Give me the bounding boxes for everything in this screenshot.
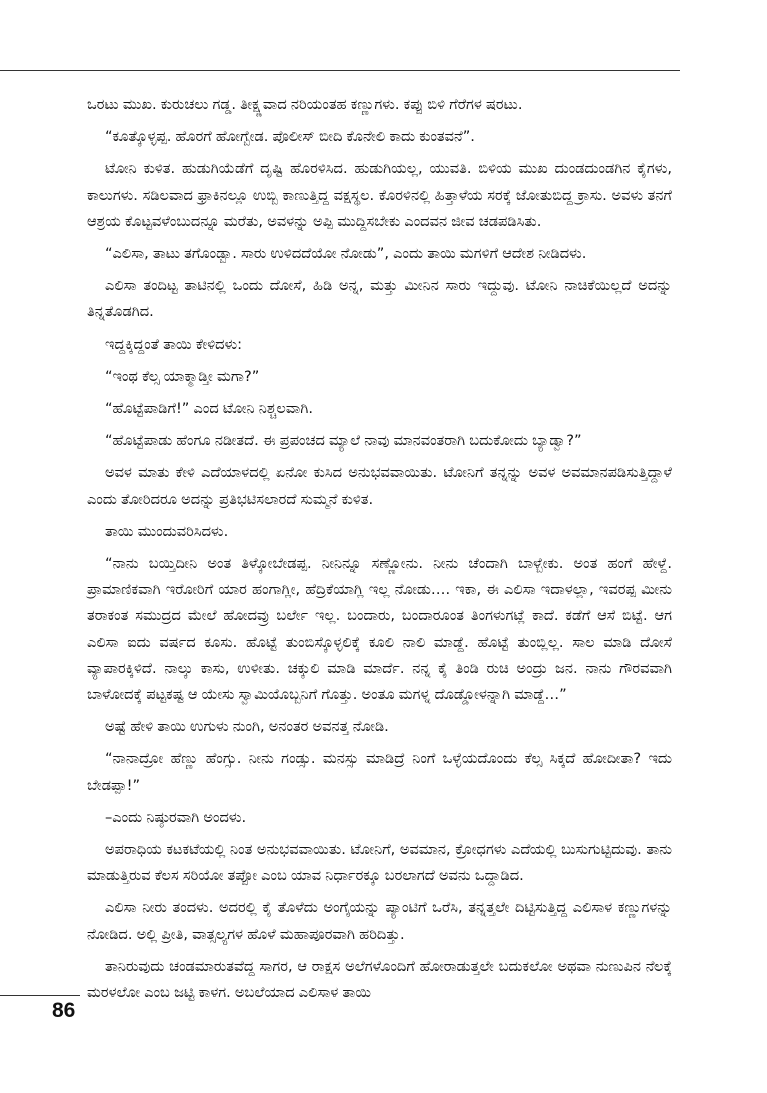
paragraph: ಇದ್ದಕ್ಕಿದ್ದಂತೆ ತಾಯಿ ಕೇಳಿದಳು: bbox=[105, 335, 243, 353]
paragraph: –ಎಂದು ನಿಷ್ಠುರವಾಗಿ ಅಂದಳು. bbox=[105, 808, 247, 826]
page-body-text bbox=[87, 92, 672, 1012]
paragraph: “ಇಂಥ ಕೆಲ್ಸ ಯಾಕ್ಮಾಡ್ತೀ ಮಗಾ?” bbox=[105, 367, 260, 385]
paragraph: ತಾಯಿ ಮುಂದುವರಿಸಿದಳು. bbox=[105, 522, 229, 540]
paragraph: “ಹೊಟ್ಟೆಪಾಡಿಗೆ!” ಎಂದ ಟೋನಿ ನಿಶ್ಚಲವಾಗಿ. bbox=[105, 400, 313, 418]
paragraph: “ಹೊಟ್ಟೆಪಾಡು ಹೆಂಗೂ ನಡೀತದೆ. ಈ ಪ್ರಪಂಚದ ಮ್ಯಾಲೆ ನಾವು ಮಾನವಂತರಾಗಿ ಬದುಕೋದು ಬ್ಯಾಡ್ವಾ?” bbox=[105, 432, 582, 450]
paragraph: ಅಷ್ಟೆ ಹೇಳಿ ತಾಯಿ ಉಗುಳು ನುಂಗಿ, ಅನಂತರ ಅವನತ್ತ ನೋಡಿ. bbox=[105, 718, 389, 736]
paragraph: ಎಲಿಸಾ ತಂದಿಟ್ಟ ತಾಟಿನಲ್ಲಿ ಒಂದು ದೋಸೆ, ಹಿಡಿ ಅನ್ನ, ಮತ್ತು ಮೀನಿನ ಸಾರು ಇದ್ದುವು. ಟೋನಿ ನಾಚಿಕೆಯಿಲ್ಲದೆ ಅದನ್ನು ತಿನ್ನತೊಡಗಿದ. bbox=[87, 277, 672, 321]
paragraph: ಅಪರಾಧಿಯ ಕಟಕಟೆಯಲ್ಲಿ ನಿಂತ ಅನುಭವವಾಯಿತು. ಟೋನಿಗೆ, ಅವಮಾನ, ಕ್ರೋಧಗಳು ಎದೆಯಲ್ಲಿ ಬುಸುಗುಟ್ಟಿದುವು. ತಾನು ಮಾಡುತ್ತಿರುವ ಕೆಲಸ ಸರಿಯೋ ತಪ್ಪೋ ಎಂಬ ಯಾವ ನಿರ್ಧಾರಕ್ಕೂ ಬರಲಾಗದೆ ಅವನು ಒದ್ದಾಡಿದ. bbox=[87, 841, 672, 885]
paragraph: “ಕೂತ್ಕೊಳ್ಳಪ್ಪ. ಹೊರಗೆ ಹೋಗ್ಬೇಡ. ಪೊಲೀಸ್ ಬೀದಿ ಕೊನೇಲಿ ಕಾದು ಕುಂತವನೆ”. bbox=[105, 128, 475, 146]
paragraph: ಎಲಿಸಾ ನೀರು ತಂದಳು. ಅದರಲ್ಲಿ ಕೈ ತೊಳೆದು ಅಂಗೈಯನ್ನು ಪ್ಯಾಂಟಿಗೆ ಒರೆಸಿ, ತನ್ನತ್ತಲೇ ದಿಟ್ಟಿಸುತ್ತಿದ್ದ ಎಲಿಸಾಳ ಕಣ್ಣುಗಳನ್ನು ನೋಡಿದ. ಅಲ್ಲಿ ಪ್ರೀತಿ, ವಾತ್ಸಲ್ಯಗಳ ಹೊಳೆ ಮಹಾಪೂರವಾಗಿ ಹರಿದಿತ್ತು. bbox=[87, 899, 672, 943]
paragraph: ಒರಟು ಮುಖ. ಕುರುಚಲು ಗಡ್ಡ. ತೀಕ್ಷ್ಣವಾದ ನರಿಯಂತಹ ಕಣ್ಣುಗಳು. ಕಪ್ಪು ಬಿಳಿ ಗೆರೆಗಳ ಷರಟು. bbox=[87, 96, 523, 113]
page-number: 86 bbox=[52, 999, 76, 1022]
page-number-rule bbox=[0, 995, 80, 996]
paragraph: ಅವಳ ಮಾತು ಕೇಳಿ ಎದೆಯಾಳದಲ್ಲಿ ಏನೋ ಕುಸಿದ ಅನುಭವವಾಯಿತು. ಟೋನಿಗೆ ತನ್ನನ್ನು ಅವಳ ಅವಮಾನಪಡಿಸುತ್ತಿದ್ದಾಳೆ ಎಂದು ತೋರಿದರೂ ಅದನ್ನು ಪ್ರತಿಭಟಿಸಲಾರದೆ ಸುಮ್ಮನೆ ಕುಳಿತ. bbox=[87, 464, 672, 508]
paragraph: ಟೋನಿ ಕುಳಿತ. ಹುಡುಗಿಯೆಡೆಗೆ ದೃಷ್ಟಿ ಹೊರಳಿಸಿದ. ಹುಡುಗಿಯಲ್ಲ, ಯುವತಿ. ಬಿಳಿಯ ಮುಖ ದುಂಡದುಂಡಗಿನ ಕೈಗಳು, ಕಾಲುಗಳು. ಸಡಿಲವಾದ ಫ್ರಾಕಿನಲ್ಲೂ ಉಬ್ಬಿ ಕಾಣುತ್ತಿದ್ದ ವಕ್ಷಸ್ಥಲ. ಕೊರಳಿನಲ್ಲಿ ಹಿತ್ತಾಳೆಯ ಸರಕ್ಕೆ ಜೋತುಬಿದ್ದ ಕ್ರಾಸು. ಅವಳು ತನಗೆ ಆಶ್ರಯ ಕೊಟ್ಟವಳೆಂಬುದನ್ನೂ ಮರೆತು, ಅವಳನ್ನು ಅಪ್ಪಿ ಮುದ್ದಿಸಬೇಕು ಎಂದವನ ಜೀವ ಚಡಪಡಿಸಿತು. bbox=[87, 160, 672, 230]
paragraph: ತಾನಿರುವುದು ಚಂಡಮಾರುತವೆದ್ದ ಸಾಗರ, ಆ ರಾಕ್ಷಸ ಅಲೆಗಳೊಂದಿಗೆ ಹೋರಾಡುತ್ತಲೇ ಬದುಕಲೋ ಅಥವಾ ನುಣುಪಿನ ನೆಲಕ್ಕೆ ಮರಳಲೋ ಎಂಬ ಜಟ್ಟಿ ಕಾಳಗ. ಅಬಲೆಯಾದ ಎಲಿಸಾಳ ತಾಯಿ bbox=[87, 957, 672, 1002]
paragraph: “ಎಲಿಸಾ, ತಾಟು ತಗೊಂಡ್ಬಾ. ಸಾರು ಉಳಿದದೆಯೋ ನೋಡು”, ಎಂದು ತಾಯಿ ಮಗಳಿಗೆ ಆದೇಶ ನೀಡಿದಳು. bbox=[105, 245, 587, 263]
paragraph: “ನಾನು ಬಯ್ತಿದೀನಿ ಅಂತ ತಿಳ್ಕೋಬೇಡಪ್ಪ. ನೀನಿನ್ನೂ ಸಣ್ಣೋನು. ನೀನು ಚೆಂದಾಗಿ ಬಾಳ್ಬೇಕು. ಅಂತ ಹಂಗೆ ಹೇಳ್ದೆ. ಪ್ರಾಮಾಣಿಕವಾಗಿ ಇರೋರಿಗೆ ಯಾರ ಹಂಗಾಗ್ಲೀ, ಹೆದ್ರಿಕೆಯಾಗ್ಲಿ ಇಲ್ಲ ನೋಡು…. ಇಕಾ, ಈ ಎಲಿಸಾ ಇದಾಳಲ್ಲಾ, ಇವರಪ್ಪ ಮೀನು ತರಾಕಂತ ಸಮುದ್ರದ ಮೇಲೆ ಹೋದವ್ರು ಬರ್ಲೇ ಇಲ್ಲ. ಬಂದಾರು, ಬಂದಾರೂಂತ ತಿಂಗಳುಗಟ್ಲೆ ಕಾದೆ. ಕಡೆಗೆ ಆಸೆ ಬಿಟ್ಟೆ. ಆಗ ಎಲಿಸಾ ಐದು ವರ್ಷದ ಕೂಸು. ಹೊಟ್ಟೆ ತುಂಬಿಸ್ಕೊಳ್ಳಲಿಕ್ಕೆ ಕೂಲಿ ನಾಲಿ ಮಾಡ್ದೆ. ಹೊಟ್ಟೆ ತುಂಬ್ಲಿಲ್ಲ. ಸಾಲ ಮಾಡಿ ದೋಸೆ ವ್ಯಾಪಾರಕ್ಕಿಳಿದೆ. ನಾಲ್ಕು ಕಾಸು, ಉಳೀತು. ಚಕ್ಕುಲಿ ಮಾಡಿ ಮಾರ್ದೆ. ನನ್ನ ಕೈ ತಿಂಡಿ ರುಚಿ ಅಂದ್ರು ಜನ. ನಾನು ಗೌರವವಾಗಿ ಬಾಳೋದಕ್ಕೆ ಪಟ್ಟಕಷ್ಟ ಆ ಯೇಸು ಸ್ವಾಮಿಯೊಬ್ಬನಿಗೆ ಗೊತ್ತು. ಅಂತೂ ಮಗಳ್ನ ದೊಡ್ಡೋಳನ್ನಾಗಿ ಮಾಡ್ದೆ…” bbox=[87, 555, 672, 704]
paragraph: “ನಾನಾದ್ರೋ ಹೆಣ್ಣು ಹೆಂಗ್ಸು. ನೀನು ಗಂಡ್ಸು. ಮನಸ್ಸು ಮಾಡಿದ್ರೆ ನಿಂಗೆ ಒಳ್ಳೆಯದೊಂದು ಕೆಲ್ಸ ಸಿಕ್ಕದೆ ಹೋದೀತಾ? ಇದು ಬೇಡಪ್ಪಾ!” bbox=[87, 750, 672, 794]
top-rule bbox=[0, 70, 680, 71]
